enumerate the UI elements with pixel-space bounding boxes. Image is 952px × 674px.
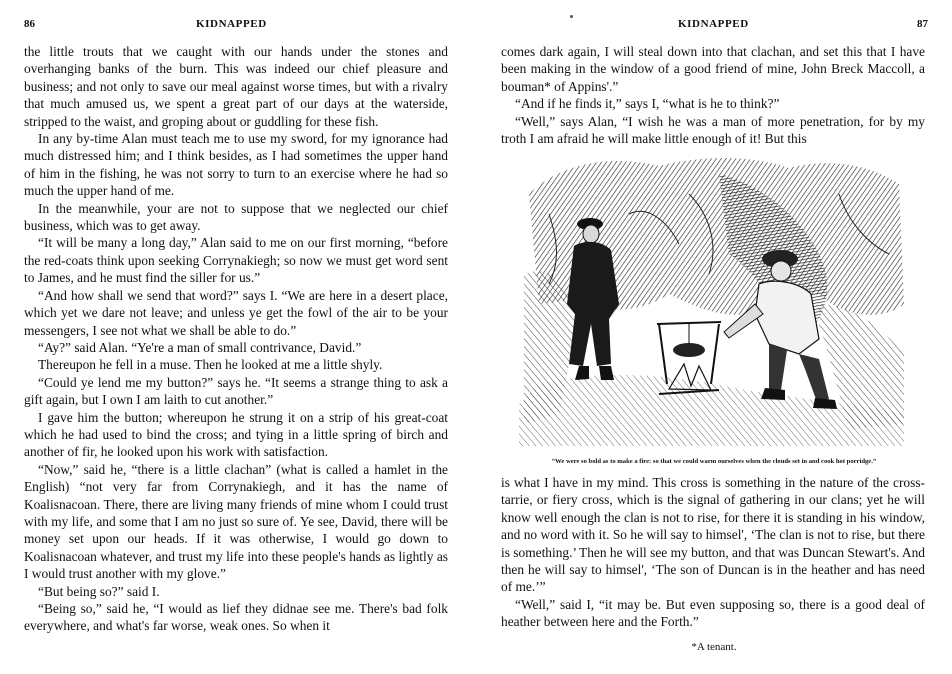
paragraph: “And if he finds it,” says I, “what is he to think?” [515,96,780,112]
paragraph: “Now,” said he, “there is a little clachan” (what is called a hamlet in the English) “not very far from Corrynakiegh, and it has the name of Koalisnacoan. There, there are living many friends of mine whom I could trust with my life, and some that I am no just so sure of. Ye see, David, there will be money set upon our heads. If it was otherwise, I would go down to Koalisnacoan whatever, and trust my life into these people's hands as lightly as I would trust another with my glove.” [24,461,448,582]
left-body-text [24,43,448,635]
paragraph: is what I have in my mind. This cross is something in the nature of the cross-tarrie, or fiery cross, which is the signal of gathering in our clans; yet he will know well enough the clan is not to rise, for there it is standing in his window, and no word with it. So he will say to himsel', ‘The clan is not to rise, but there is something.’ Then he will see my button, and that was Duncan Stewart's. And then he will say to himsel', ‘The son of Duncan is in the heather and has need of me.’” [501,475,925,595]
paragraph: In the meanwhile, your are not to suppose that we neglected our chief business, which was to get away. [24,200,448,234]
paragraph: comes dark again, I will steal down into that clachan, and set this that I have been making in the window of a good friend of mine, John Breck Maccoll, a bouman* of Appins'.” [501,44,925,94]
right-page-number: 87 [917,18,928,30]
left-page-number: 86 [24,18,35,30]
paragraph: “Being so,” said he, “I would as lief they didnae see me. There's bad folk everywhere, and what's far worse, weak ones. So when it [24,601,448,634]
right-running-head: KIDNAPPED [678,18,749,30]
right-top-text [501,43,925,147]
paragraph: I gave him the button; whereupon he strung it on a strip of his great-coat which he had used to bind the cross; and tying in a little spring of birch and another of fir, he looked upon his work with satisfaction. [24,409,448,460]
paragraph: “Well,” says Alan, “I wish he was a man of more penetration, for by my troth I am afraid he will make little enough of it! But this [501,113,925,147]
paragraph: “Could ye lend me my button?” says he. “It seems a strange thing to ask a gift again, but I own I am laith to cut another.” [24,374,448,408]
paragraph: “Well,” said I, “it may be. But even supposing so, there is a good deal of heather between here and the Forth.” [501,596,925,630]
paragraph: “And how shall we send that word?” says I. “We are here in a desert place, which yet we dare not leave; and unless ye get the fowl of the air to be your messengers, I see not what we shall be able to do.” [24,287,448,338]
illustration-campfire [519,154,909,446]
paragraph: “Ay?” said Alan. “Ye're a man of small contrivance, David.” [38,339,362,355]
paragraph: In any by-time Alan must teach me to use my sword, for my ignorance had much distressed him; and I think besides, as I had sometimes the upper hand of him in the fishing, he was not sorry to turn to an exercise where he had so much the upper hand of me. [24,131,448,199]
right-bottom-text [501,474,925,631]
left-running-head: KIDNAPPED [196,18,267,30]
paragraph: “It will be many a long day,” Alan said to me on our first morning, “before the red-coats think upon seeking Corrynakiegh; so now we must get word sent to James, and he must find the siller for us.” [24,235,448,286]
paragraph: “But being so?” said I. [38,583,160,599]
right-page [476,0,952,674]
footnote: *A tenant. [691,641,737,653]
illustration-caption: “We were so bold as to make a fire: so that we could warm ourselves when the clouds set in and cook hot porridge.” [551,458,877,465]
paragraph: Thereupon he fell in a muse. Then he looked at me a little shyly. [38,357,383,373]
paragraph: the little trouts that we caught with our hands under the stones and overhanging banks of the burn. This was indeed our chief pleasure and business; and not only to save our meal against worse times, but with a rivalry that much amused us, we spent a great part of our days at the waterside, stripped to the waist, and groping about or guddling for these fish. [24,44,448,129]
